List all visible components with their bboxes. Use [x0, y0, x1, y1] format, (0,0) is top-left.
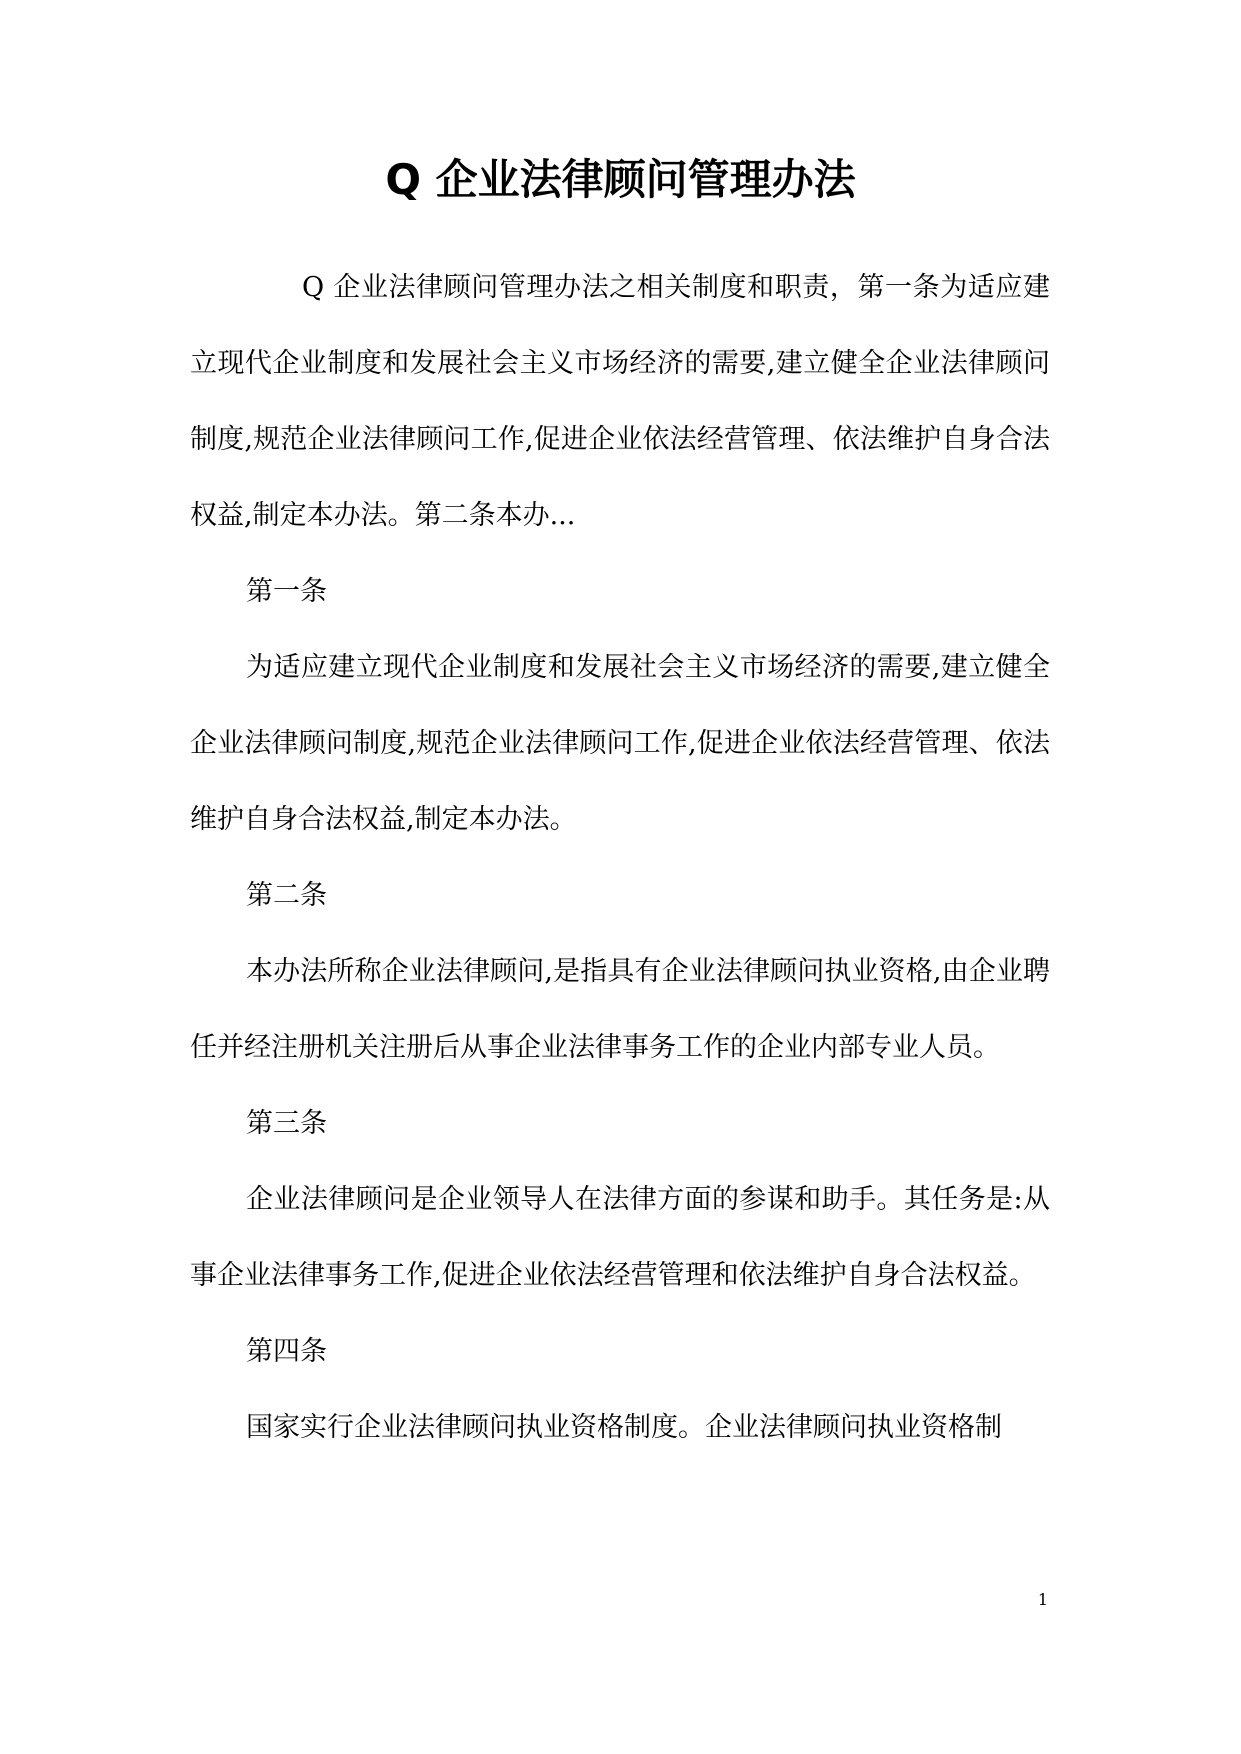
article-2-heading: 第二条: [246, 880, 327, 911]
document-title: Q 企业法律顾问管理办法: [385, 155, 856, 204]
page-number: 1: [1037, 1590, 1048, 1609]
document-body: [190, 250, 1050, 1466]
article-4-text: 国家实行企业法律顾问执业资格制度。企业法律顾问执业资格制: [246, 1412, 1002, 1443]
article-1-heading: 第一条: [246, 576, 327, 607]
article-2-text: 本办法所称企业法律顾问,是指具有企业法律顾问执业资格,由企业聘任并经注册机关注册后从事企业法律事务工作的企业内部专业人员。: [190, 956, 1050, 1063]
article-3-text: 企业法律顾问是企业领导人在法律方面的参谋和助手。其任务是:从事企业法律事务工作,促进企业依法经营管理和依法维护自身合法权益。: [190, 1184, 1050, 1291]
intro-paragraph: Q 企业法律顾问管理办法之相关制度和职责，第一条为适应建立现代企业制度和发展社会主义市场经济的需要,建立健全企业法律顾问制度,规范企业法律顾问工作,促进企业依法经营管理、依法维护自身合法权益,制定本办法。第二条本办...: [190, 272, 1050, 531]
article-4-heading: 第四条: [246, 1336, 327, 1367]
article-3-heading: 第三条: [246, 1108, 327, 1139]
article-1-text: 为适应建立现代企业制度和发展社会主义市场经济的需要,建立健全企业法律顾问制度,规范企业法律顾问工作,促进企业依法经营管理、依法维护自身合法权益,制定本办法。: [190, 652, 1050, 835]
